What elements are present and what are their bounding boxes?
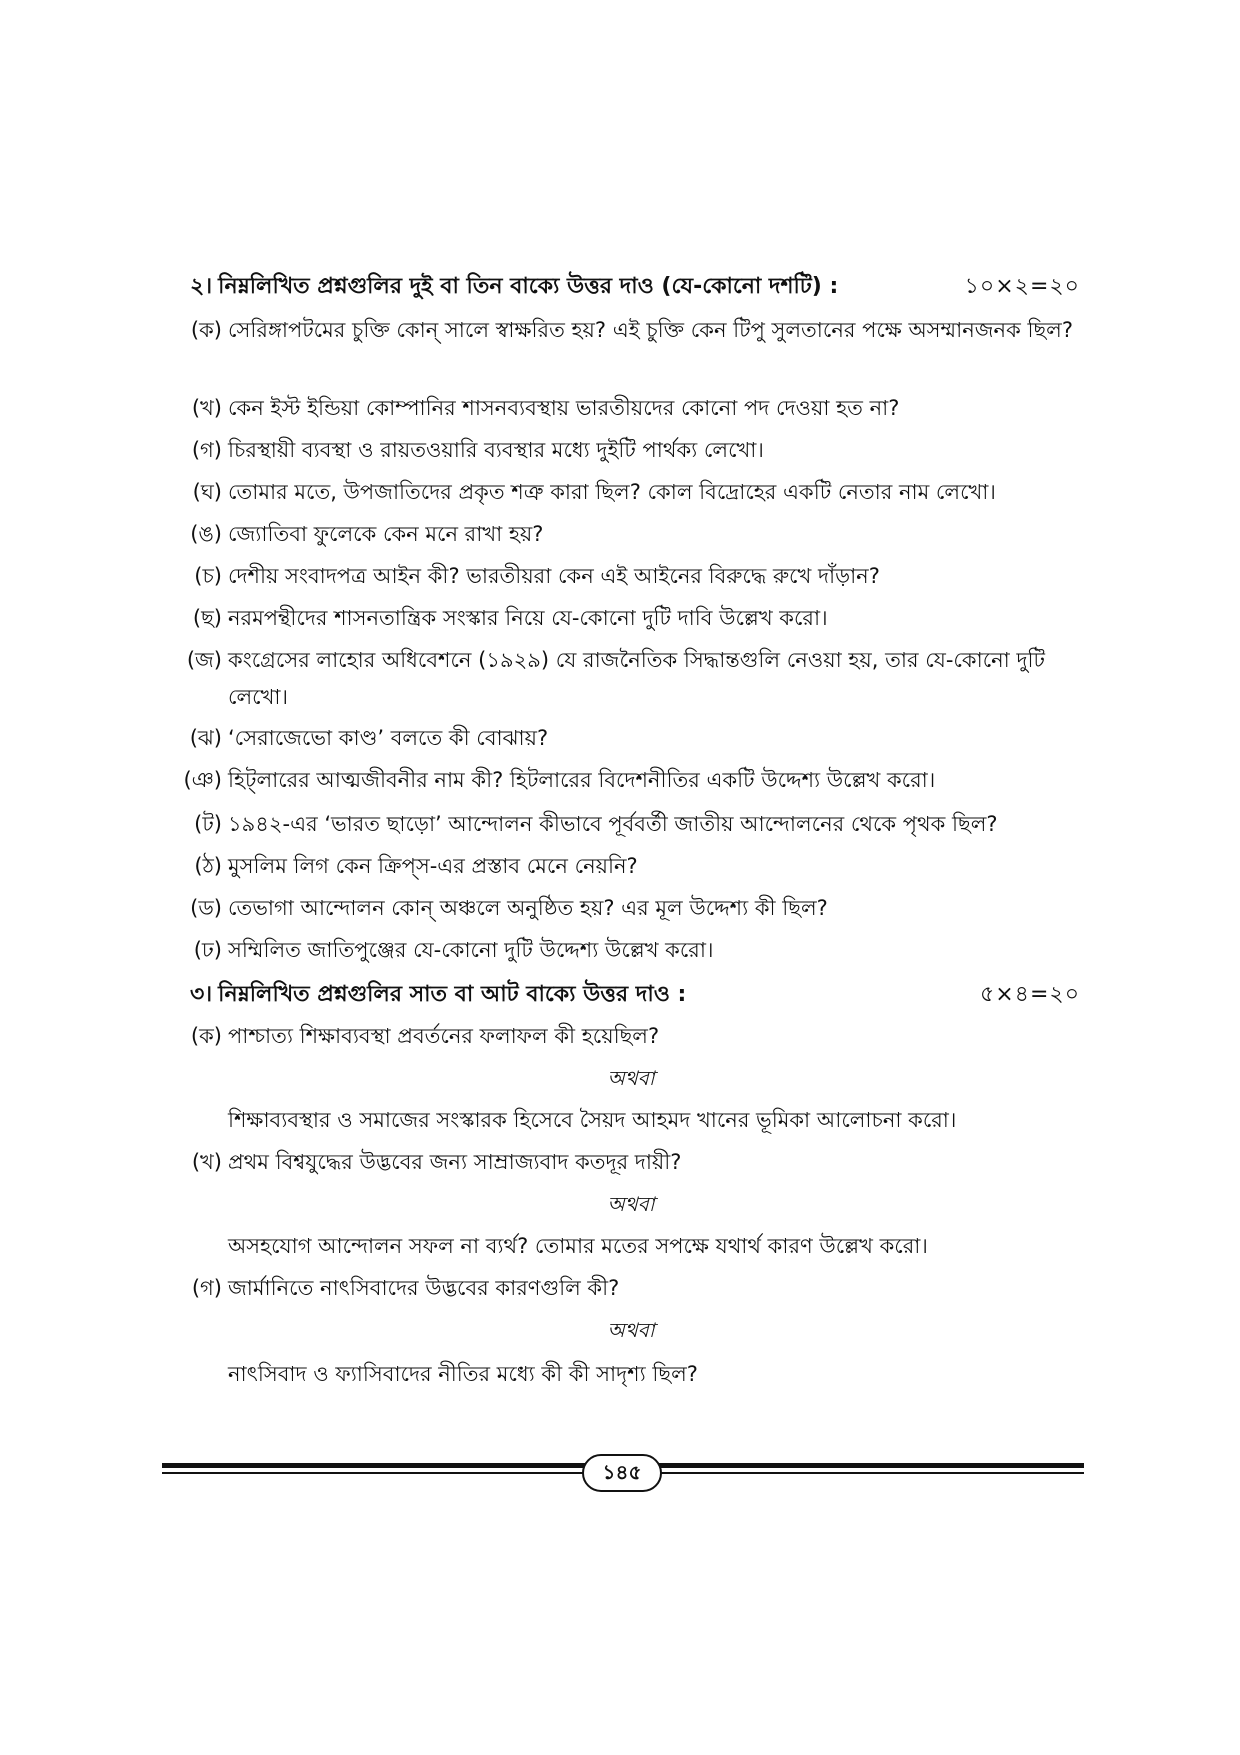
question-2-nya xyxy=(176,762,1086,799)
section-3-title: নিম্নলিখিত প্রশ্নগুলির সাত বা আট বাক্যে উত্তর দাও : xyxy=(218,982,687,1007)
question-label: (খ) xyxy=(191,1150,222,1174)
question-3-ga xyxy=(176,1270,1086,1307)
question-label: (ঝ) xyxy=(189,726,222,750)
section-2-title: নিম্নলিখিত প্রশ্নগুলির দুই বা তিন বাক্যে উত্তর দাও (যে-কোনো দশটি) : xyxy=(218,274,839,299)
section-2-marks: ১০×২=২০ xyxy=(964,274,1080,299)
question-label: (ঙ) xyxy=(190,522,222,546)
question-label: (গ) xyxy=(191,438,222,462)
question-text: সেরিঙ্গাপটমের চুক্তি কোন্ সালে স্বাক্ষরিত হয়? এই চুক্তি কেন টিপু সুলতানের পক্ষে অসম্মানজনক ছিল? xyxy=(228,318,1073,342)
alternative-question: নাৎসিবাদ ও ফ্যাসিবাদের নীতির মধ্যে কী কী সাদৃশ্য ছিল? xyxy=(228,1362,698,1386)
question-text: প্রথম বিশ্বযুদ্ধের উদ্ভবের জন্য সাম্রাজ্যবাদ কতদূর দায়ী? xyxy=(228,1150,682,1174)
question-label: (ক) xyxy=(190,1024,222,1048)
question-text: হিট্‌লারের আত্মজীবনীর নাম কী? হিটলারের বিদেশনীতির একটি উদ্দেশ্য উল্লেখ করো। xyxy=(228,768,936,792)
section-3-heading xyxy=(190,978,1080,1012)
question-label: (ঠ) xyxy=(194,854,222,878)
question-3-ka xyxy=(176,1018,1086,1055)
question-2-jha xyxy=(176,720,1086,757)
alternative-question: অসহযোগ আন্দোলন সফল না ব্যর্থ? তোমার মতের সপক্ষে যথার্থ কারণ উল্লেখ করো। xyxy=(228,1234,928,1258)
alternative-question: শিক্ষাব্যবস্থার ও সমাজের সংস্কারক হিসেবে সৈয়দ আহমদ খানের ভূমিকা আলোচনা করো। xyxy=(228,1108,957,1132)
question-2-tha xyxy=(176,848,1086,885)
question-text: মুসলিম লিগ কেন ক্রিপ্‌স-এর প্রস্তাব মেনে নেয়নি? xyxy=(228,854,638,878)
question-label: (ট) xyxy=(194,812,222,836)
or-label: অথবা xyxy=(607,1318,655,1342)
question-label: (চ) xyxy=(194,564,222,588)
question-text: নরমপন্থীদের শাসনতান্ত্রিক সংস্কার নিয়ে যে-কোনো দুটি দাবি উল্লেখ করো। xyxy=(228,606,828,630)
question-text: ‘সেরাজেভো কাণ্ড’ বলতে কী বোঝায়? xyxy=(228,726,549,750)
question-label: (গ) xyxy=(191,1276,222,1300)
question-2-dha xyxy=(176,932,1086,969)
question-label: (খ) xyxy=(191,396,222,420)
question-2-da xyxy=(176,890,1086,927)
question-2-chha xyxy=(176,600,1086,637)
question-label: (ঢ) xyxy=(193,938,222,962)
question-label: (ঘ) xyxy=(192,480,222,504)
question-2-cha xyxy=(176,558,1086,595)
section-3-number: ৩। xyxy=(190,982,213,1007)
question-text: জার্মানিতে নাৎসিবাদের উদ্ভবের কারণগুলি কী? xyxy=(228,1276,620,1300)
question-text: ১৯৪২-এর ‘ভারত ছাড়ো’ আন্দোলন কীভাবে পূর্ববর্তী জাতীয় আন্দোলনের থেকে পৃথক ছিল? xyxy=(228,812,998,836)
question-2-ta xyxy=(176,806,1086,843)
question-2-ja xyxy=(176,642,1086,716)
question-text: তেভাগা আন্দোলন কোন্ অঞ্চলে অনুষ্ঠিত হয়? এর মূল উদ্দেশ্য কী ছিল? xyxy=(228,896,828,920)
section-2-number: ২। xyxy=(190,274,213,299)
question-text: তোমার মতে, উপজাতিদের প্রকৃত শত্রু কারা ছিল? কোল বিদ্রোহের একটি নেতার নাম লেখো। xyxy=(228,480,996,504)
question-text: কেন ইস্ট ইন্ডিয়া কোম্পানির শাসনব্যবস্থায় ভারতীয়দের কোনো পদ দেওয়া হত না? xyxy=(228,396,900,420)
question-text: জ্যোতিবা ফুলেকে কেন মনে রাখা হয়? xyxy=(228,522,544,546)
question-text: কংগ্রেসের লাহোর অধিবেশনে (১৯২৯) যে রাজনৈতিক সিদ্ধান্তগুলি নেওয়া হয়, তার যে-কোনো দুটি লেখো। xyxy=(228,648,1045,709)
question-text: চিরস্থায়ী ব্যবস্থা ও রায়তওয়ারি ব্যবস্থার মধ্যে দুইটি পার্থক্য লেখো। xyxy=(228,438,764,462)
question-text: দেশীয় সংবাদপত্র আইন কী? ভারতীয়রা কেন এই আইনের বিরুদ্ধে রুখে দাঁড়ান? xyxy=(228,564,880,588)
question-2-gha xyxy=(176,474,1086,511)
question-label: (ছ) xyxy=(192,606,222,630)
section-2-heading xyxy=(190,270,1080,304)
question-text: সম্মিলিত জাতিপুঞ্জের যে-কোনো দুটি উদ্দেশ্য উল্লেখ করো। xyxy=(228,938,714,962)
or-label: অথবা xyxy=(607,1066,655,1090)
question-2-kha xyxy=(176,390,1086,427)
question-text: পাশ্চাত্য শিক্ষাব্যবস্থা প্রবর্তনের ফলাফল কী হয়েছিল? xyxy=(228,1024,660,1048)
section-3-marks: ৫×৪=২০ xyxy=(979,982,1080,1007)
question-2-ga xyxy=(176,432,1086,469)
question-label: (ঞ) xyxy=(183,768,222,792)
question-label: (জ) xyxy=(186,648,222,672)
or-label: অথবা xyxy=(607,1192,655,1216)
question-2-uma xyxy=(176,516,1086,553)
question-3-kha xyxy=(176,1144,1086,1181)
page-number: ১৪৫ xyxy=(582,1454,662,1492)
question-label: (ড) xyxy=(190,896,222,920)
question-2-ka xyxy=(176,312,1086,349)
question-label: (ক) xyxy=(190,318,222,342)
